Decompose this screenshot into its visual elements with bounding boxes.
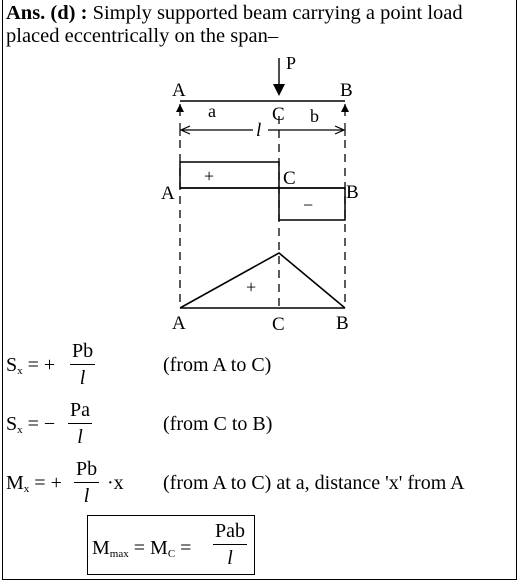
bmd-plus-sign: + [246,277,257,297]
answer-intro [6,2,516,48]
equation-lhs: $M_x$ = + [6,472,62,495]
sfd-positive-block [180,162,279,188]
sfd-minus-sign: − [303,195,314,215]
equation-lhs: $S_x$ = − [6,413,56,436]
span-label: l [256,120,262,141]
equation-tail: ·x [107,472,124,494]
load-arrowhead [273,84,285,96]
equation-fraction: Pa l [70,399,90,448]
load-label: P [286,53,297,73]
equation-note: (from A to C) at a, distance 'x' from A [163,472,465,494]
point-c-label: C [272,104,285,125]
equation-lhs: $S_x$ = + [6,354,56,377]
reaction-a-arrowhead [176,104,184,112]
support-b-label: B [340,80,353,101]
beam-diagram [150,50,380,340]
bmd-triangle [180,253,345,308]
sfd-label-c: C [283,168,296,189]
max-moment-lhs: $M_{max} = M_C$ = [92,537,192,560]
bmd-label-b: B [336,313,349,334]
max-moment-box [87,515,255,575]
reaction-b-arrowhead [341,104,349,112]
bmd-label-a: A [172,313,186,334]
equation-fraction: Pb l [72,340,94,389]
bmd-label-c: C [272,314,285,335]
equation-fraction: Pb l [76,458,98,507]
segment-b-label: b [310,106,319,126]
equation-note: (from A to C) [163,354,272,376]
sfd-plus-sign: + [204,166,215,186]
segment-a-label: a [208,101,216,121]
support-a-label: A [172,80,186,101]
answer-text: Simply supported beam carrying a point load placed eccentrically on the span– [6,2,463,47]
sfd-label-b: B [346,182,359,203]
equation-note: (from C to B) [163,413,273,435]
answer-label: Ans. (d) : [6,2,88,24]
sfd-label-a: A [161,183,175,204]
max-moment-fraction: Pab l [215,520,245,569]
